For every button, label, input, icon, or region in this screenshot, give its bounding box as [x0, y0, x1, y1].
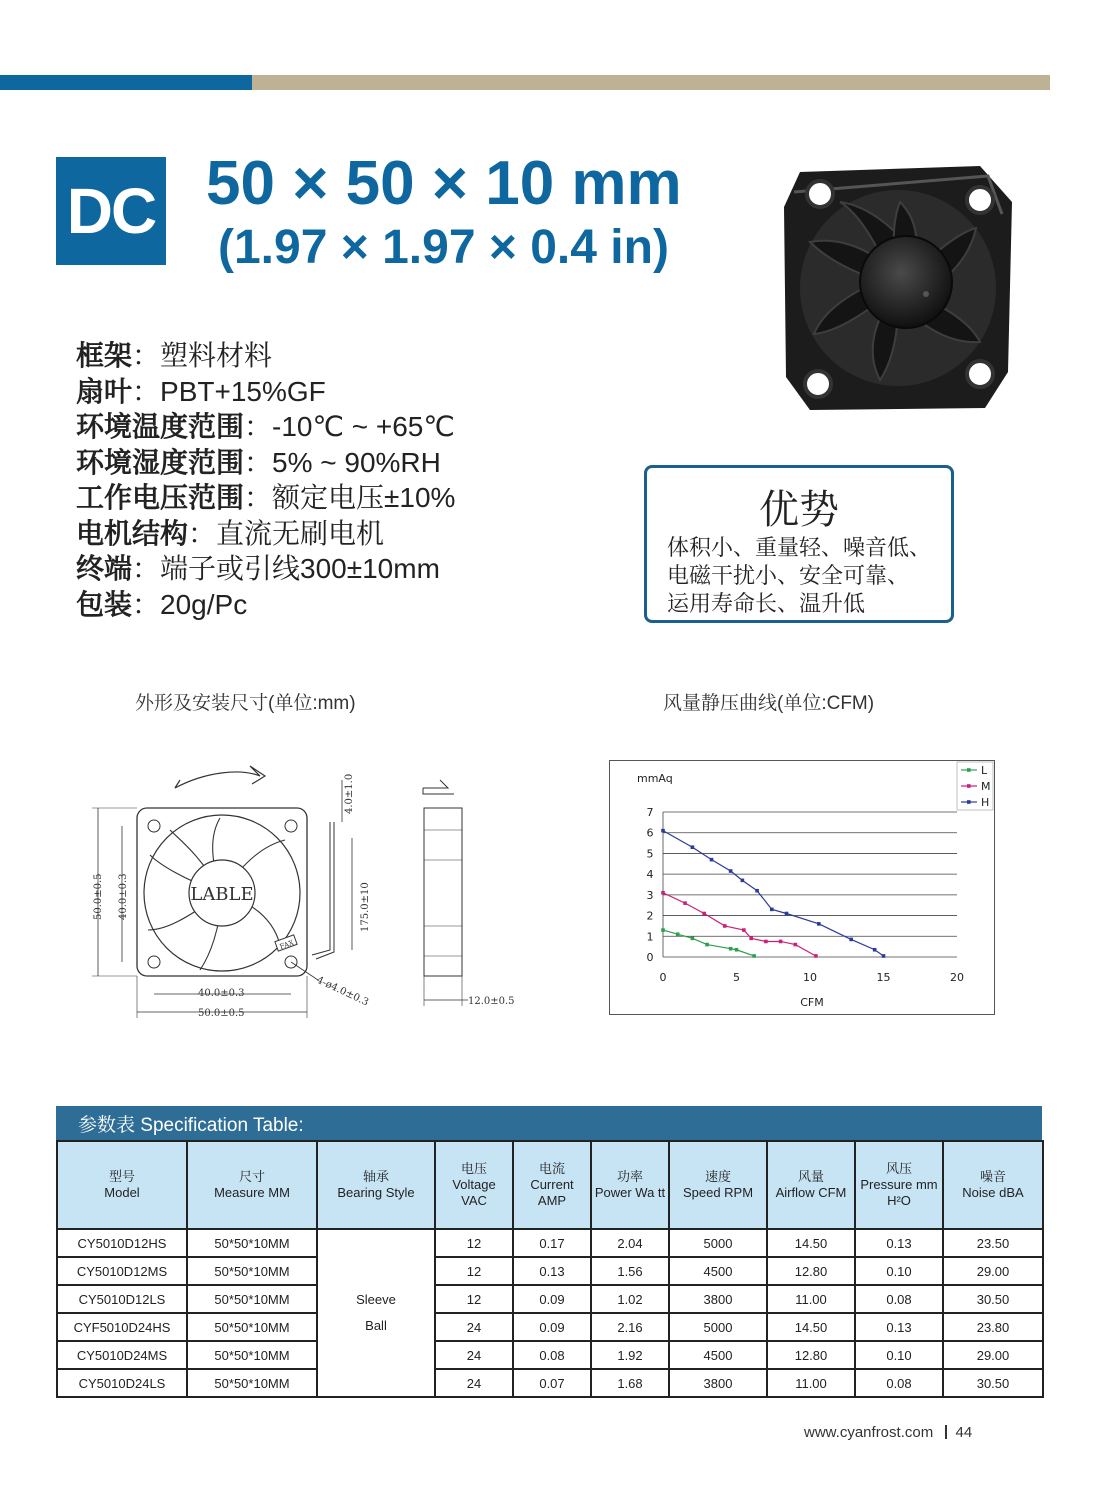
footer-page-number: 44 [955, 1424, 973, 1441]
chart-ytick-label: 2 [646, 909, 654, 923]
chart-point-M [814, 954, 818, 958]
spec-package: 包装：20g/Pc [76, 588, 248, 620]
chart-point-H [873, 948, 877, 952]
footer [804, 1424, 972, 1441]
svg-text:50.0±0.5: 50.0±0.5 [93, 873, 104, 920]
header-noise: 噪音 Noise dBA [943, 1141, 1043, 1229]
rotation-arrow-icon [175, 772, 260, 788]
chart-point-M [764, 940, 768, 944]
chart-ylabel: mmAq [637, 772, 673, 785]
chart-point-L [691, 937, 695, 941]
table-row: CY5010D12LS 50*50*10MM 12 0.09 1.02 3800 11.00 0.08 30.50 [57, 1285, 1043, 1313]
chart-point-H [849, 938, 853, 942]
bearing-cell: Sleeve Ball [317, 1229, 435, 1397]
spec-blade: 扇叶：PBT+15%GF [76, 375, 326, 407]
chart-point-L [705, 943, 709, 947]
chart-legend-marker [967, 800, 971, 804]
chart-point-M [723, 924, 727, 928]
spec-frame: 框架：塑料材料 [76, 340, 273, 371]
chart-point-M [742, 928, 746, 932]
chart-ytick-label: 5 [646, 847, 654, 861]
advantages-body [667, 534, 931, 618]
svg-text:4-ø4.0±0.3: 4-ø4.0±0.3 [314, 974, 371, 1009]
svg-text:40.0±0.3: 40.0±0.3 [198, 988, 245, 999]
chart-legend-label: H [981, 796, 990, 809]
spec-list [76, 338, 455, 622]
chart-ytick-label: 7 [646, 806, 654, 819]
header-speed: 速度 Speed RPM [669, 1141, 767, 1229]
chart-xlabel: CFM [800, 996, 824, 1009]
chart-point-H [710, 858, 714, 862]
table-header-row [57, 1141, 1043, 1229]
chart-xtick-label: 0 [659, 971, 667, 984]
header-power: 功率 Power Wa tt [591, 1141, 669, 1229]
svg-text:50.0±0.5: 50.0±0.5 [198, 1008, 245, 1019]
chart-point-M [779, 940, 783, 944]
drawing-caption: 外形及安装尺寸(单位:mm) [135, 693, 356, 714]
footer-divider [945, 1425, 947, 1439]
title-size-in: (1.97 × 1.97 × 0.4 in) [218, 221, 669, 274]
header-model: 型号 Model [57, 1141, 187, 1229]
chart-point-H [770, 908, 774, 912]
chart-ytick-label: 6 [646, 826, 654, 840]
chart-point-M [661, 891, 665, 895]
dimension-drawing [80, 760, 530, 1025]
chart-point-H [755, 889, 759, 893]
chart-point-L [676, 932, 680, 936]
spec-temperature: 环境温度范围：-10℃ ~ +65℃ [76, 411, 455, 442]
chart-legend-label: M [981, 780, 991, 793]
table-title: 参数表 Specification Table: [56, 1106, 1042, 1140]
chart-xtick-label: 15 [876, 971, 891, 984]
chart-caption: 风量静压曲线(单位:CFM) [663, 693, 875, 714]
header-measure: 尺寸 Measure MM [187, 1141, 317, 1229]
chart-point-L [735, 948, 739, 952]
footer-website[interactable]: www.cyanfrost.com [804, 1424, 934, 1441]
chart-xtick-label: 10 [803, 971, 817, 984]
chart-point-H [817, 922, 821, 926]
table-row: CYF5010D24HS 50*50*10MM 24 0.09 2.16 5000 14.50 0.13 23.80 [57, 1313, 1043, 1341]
svg-text:175.0±10: 175.0±10 [360, 882, 371, 932]
chart-point-H [729, 869, 733, 873]
chart-point-M [749, 937, 753, 941]
spec-humidity: 环境湿度范围：5% ~ 90%RH [76, 446, 441, 478]
svg-text:FAX: FAX [278, 938, 295, 952]
chart-point-M [794, 943, 798, 947]
spec-voltage-range: 工作电压范围：额定电压±10% [76, 482, 456, 513]
header-bar-blue [0, 75, 252, 90]
header-voltage: 电压 Voltage VAC [435, 1141, 513, 1229]
chart-ytick-label: 0 [646, 951, 654, 964]
advantages-line: 运用寿命长、温升低 [667, 591, 866, 616]
chart-point-L [752, 954, 756, 958]
chart-point-H [741, 879, 745, 883]
svg-text:4.0±1.0: 4.0±1.0 [344, 773, 355, 814]
chart-point-H [691, 845, 695, 849]
header-bearing: 轴承 Bearing Style [317, 1141, 435, 1229]
advantages-line: 电磁干扰小、安全可靠、 [667, 563, 910, 588]
chart-point-L [661, 928, 665, 932]
spec-table [56, 1140, 1044, 1398]
advantages-box [644, 465, 954, 623]
chart-xtick-label: 20 [950, 971, 964, 984]
chart-point-H [882, 954, 886, 958]
table-row: CY5010D24MS 50*50*10MM 24 0.08 1.92 4500 12.80 0.10 29.00 [57, 1341, 1043, 1369]
spec-terminal: 终端：端子或引线300±10mm [76, 553, 440, 584]
dc-badge: DC [56, 157, 166, 265]
header-airflow: 风量 Airflow CFM [767, 1141, 855, 1229]
svg-text:12.0±0.5: 12.0±0.5 [468, 996, 515, 1007]
advantages-line: 体积小、重量轻、噪音低、 [667, 535, 932, 560]
header-current: 电流 Current AMP [513, 1141, 591, 1229]
chart-legend-marker [967, 768, 971, 772]
chart-point-H [785, 912, 789, 916]
chart-ytick-label: 3 [646, 888, 654, 902]
chart-ytick-label: 1 [646, 930, 654, 944]
drawing-label: LABLE [190, 884, 254, 905]
chart-point-L [729, 947, 733, 951]
table-row: CY5010D12HS 50*50*10MM Sleeve Ball 12 0.17 2.04 5000 14.50 0.13 23.50 [57, 1229, 1043, 1257]
title-size-mm: 50 × 50 × 10 mm [206, 149, 682, 218]
chart-legend-label: L [981, 764, 988, 777]
header-pressure: 风压 Pressure mm H²O [855, 1141, 943, 1229]
chart-legend-marker [967, 784, 971, 788]
advantages-title: 优势 [759, 488, 839, 532]
fan-product-image [780, 162, 1016, 412]
chart-point-M [683, 901, 687, 905]
table-row: CY5010D12MS 50*50*10MM 12 0.13 1.56 4500 12.80 0.10 29.00 [57, 1257, 1043, 1285]
chart-ytick-label: 4 [646, 868, 654, 882]
chart-xtick-label: 5 [733, 971, 740, 984]
chart-point-H [661, 829, 665, 833]
chart-point-M [702, 912, 706, 916]
spec-motor: 电机结构：直流无刷电机 [76, 517, 385, 549]
table-row: CY5010D24LS 50*50*10MM 24 0.07 1.68 3800 11.00 0.08 30.50 [57, 1369, 1043, 1397]
airflow-pressure-chart [609, 760, 995, 1015]
svg-text:40.0±0.3: 40.0±0.3 [118, 873, 129, 920]
header-bar-tan [252, 75, 1050, 90]
